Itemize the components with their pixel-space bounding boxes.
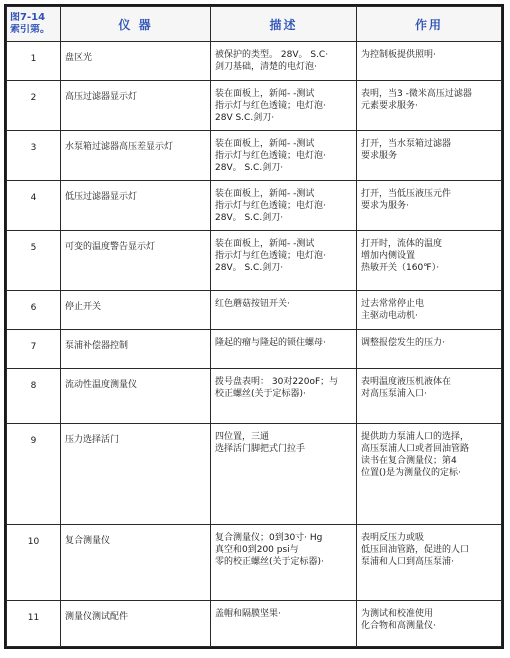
description-line: 剑刀基础，清楚的电灯泡·: [215, 62, 317, 72]
function-line: 热敏开关（160℉）·: [361, 262, 440, 273]
function-line: 增加内侧设置: [361, 250, 416, 261]
function-line: 过去常常停止电: [361, 299, 425, 310]
description-line: 被保护的类型。 28V。 S.C·: [215, 50, 329, 60]
table-caption: [7, 7, 61, 42]
table-row: [7, 291, 502, 330]
function-line: 对高压泵浦入口·: [361, 389, 427, 400]
instrument-cell: 低压过滤器显示灯: [61, 180, 211, 230]
table-header-row: [7, 7, 502, 42]
function-line: 表明，当3 -微米高压过滤器: [361, 89, 472, 100]
function-line: 打开时，流体的温度: [361, 238, 443, 249]
function-cell: [357, 330, 502, 369]
caption-line: 索引第。: [10, 24, 50, 35]
function-cell: [357, 81, 502, 131]
description-cell: [211, 230, 357, 291]
instrument-cell: 测量仪测试配件: [61, 601, 211, 647]
table-row: [7, 81, 502, 131]
row-index: 7: [7, 330, 61, 369]
description-cell: [211, 81, 357, 131]
description-cell: [211, 369, 357, 423]
description-line: 真空和0到200 psi与: [215, 545, 299, 556]
function-line: 低压回油管路，促进的人口: [361, 545, 470, 556]
table-row: [7, 601, 502, 647]
row-index: 10: [7, 525, 61, 601]
function-line: 要求服务: [361, 150, 398, 161]
function-line: 化合物和高测量仪·: [361, 621, 436, 632]
function-cell: [357, 601, 502, 647]
instrument-table: [6, 6, 502, 647]
description-line: 四位置，三通: [215, 431, 270, 442]
description-line: 选择活门脚把式门拉手: [215, 443, 306, 454]
function-line: 为测试和校准使用: [361, 609, 434, 620]
function-line: 读书在复合测量仪；第4: [361, 455, 457, 466]
row-index: 2: [7, 81, 61, 131]
description-line: 28V。 S.C.剑刀·: [215, 162, 284, 173]
function-line: 泵浦和人口到高压泵浦·: [361, 557, 454, 568]
table-row: [7, 423, 502, 525]
table-row: [7, 42, 502, 81]
description-cell: [211, 423, 357, 525]
description-line: 指示灯与红色透镜；电灯泡·: [215, 250, 326, 261]
table-row: [7, 130, 502, 180]
description-cell: [211, 291, 357, 330]
description-line: 28V S.C.剑刀·: [215, 113, 275, 124]
description-cell: [211, 42, 357, 81]
instrument-cell: 高压过滤器显示灯: [61, 81, 211, 131]
instrument-cell: 停止开关: [61, 291, 211, 330]
instrument-cell: 复合测量仪: [61, 525, 211, 601]
column-header-description: 描述: [211, 7, 357, 42]
column-header-instrument: 仪 器: [61, 7, 211, 42]
function-cell: [357, 525, 502, 601]
description-line: 28V。 S.C.剑刀·: [215, 212, 284, 223]
function-cell: [357, 423, 502, 525]
instrument-table-frame: [4, 4, 504, 649]
function-line: 提供助力泵浦人口的选择，: [361, 431, 470, 442]
instrument-cell: 流动性温度测量仪: [61, 369, 211, 423]
row-index: 6: [7, 291, 61, 330]
description-line: 装在面板上，新闻- -测试: [215, 89, 315, 100]
description-cell: [211, 525, 357, 601]
description-line: 装在面板上，新闻- -测试: [215, 238, 315, 249]
row-index: 11: [7, 601, 61, 647]
function-line: 元素要求服务·: [361, 101, 418, 112]
description-cell: [211, 130, 357, 180]
function-line: 为控制板提供照明·: [361, 50, 436, 60]
description-cell: [211, 180, 357, 230]
row-index: 1: [7, 42, 61, 81]
function-line: 位置()是为测量仪的定标·: [361, 467, 461, 478]
description-line: 拨号盘表明： 30对220oF；与: [215, 377, 339, 388]
function-line: 打开，当水泵箱过滤器: [361, 138, 452, 149]
description-line: 隆起的瘤与隆起的锁住螺母·: [215, 338, 326, 349]
function-line: 表明反压力或吸: [361, 533, 425, 544]
row-index: 3: [7, 130, 61, 180]
description-cell: [211, 601, 357, 647]
description-line: 装在面板上，新闻- -测试: [215, 138, 315, 149]
description-line: 零的校正螺丝(关于定标器)·: [215, 557, 324, 568]
function-cell: [357, 291, 502, 330]
row-index: 8: [7, 369, 61, 423]
description-line: 红色蘑菇按钮开关·: [215, 299, 290, 310]
column-header-function: 作用: [357, 7, 502, 42]
description-line: 校正螺丝(关于定标器)·: [215, 389, 306, 400]
function-cell: [357, 230, 502, 291]
instrument-cell: 水泵箱过滤器高压差显示灯: [61, 130, 211, 180]
table-row: [7, 369, 502, 423]
function-line: 调整报偿发生的压力·: [361, 338, 445, 349]
instrument-cell: 可变的温度警告显示灯: [61, 230, 211, 291]
table-row: [7, 180, 502, 230]
row-index: 9: [7, 423, 61, 525]
row-index: 5: [7, 230, 61, 291]
description-line: 28V。 S.C.剑刀·: [215, 262, 284, 273]
description-line: 盖帽和隔膜坚果·: [215, 609, 281, 620]
description-line: 装在面板上，新闻- -测试: [215, 188, 315, 199]
function-line: 要求为服务·: [361, 200, 409, 211]
function-line: 打开，当低压液压元件: [361, 188, 452, 199]
function-cell: [357, 130, 502, 180]
table-row: [7, 330, 502, 369]
description-line: 指示灯与红色透镜；电灯泡·: [215, 101, 326, 112]
instrument-cell: 泵浦补偿器控制: [61, 330, 211, 369]
function-cell: [357, 369, 502, 423]
function-cell: [357, 180, 502, 230]
table-row: [7, 230, 502, 291]
description-cell: [211, 330, 357, 369]
function-line: 表明温度液压机液体在: [361, 377, 452, 388]
description-line: 指示灯与红色透镜；电灯泡·: [215, 200, 326, 211]
row-index: 4: [7, 180, 61, 230]
table-row: [7, 525, 502, 601]
caption-line: 图7-14: [10, 12, 46, 23]
function-line: 主驱动电动机·: [361, 311, 418, 322]
instrument-cell: 盘区光: [61, 42, 211, 81]
function-cell: [357, 42, 502, 81]
instrument-cell: 压力选择活门: [61, 423, 211, 525]
function-line: 高压泵浦人口或者回油管路: [361, 443, 470, 454]
description-line: 复合测量仪；0到30寸· Hg: [215, 533, 323, 544]
description-line: 指示灯与红色透镜；电灯泡·: [215, 150, 326, 161]
